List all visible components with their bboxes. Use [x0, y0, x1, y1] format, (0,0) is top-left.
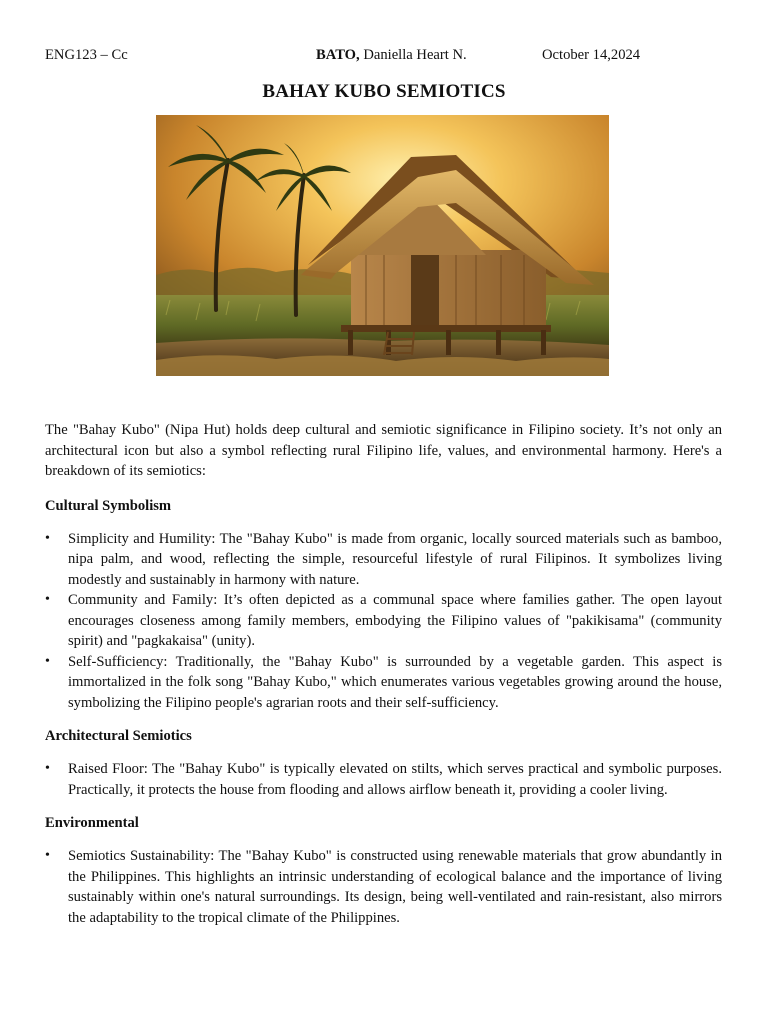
intro-paragraph: The "Bahay Kubo" (Nipa Hut) holds deep cultural and semiotic significance in Filipino society. It’s not only an architectural icon but also a symbol reflecting rural Filipino life, values, and environmental harmony. Here's a breakdown of its semiotics: — [45, 422, 722, 479]
list-item-text: Simplicity and Humility: The "Bahay Kubo" is made from organic, locally sourced materials such as bamboo, nipa palm, and wood, reflecting the simple, resourceful lifestyle of rural Filipinos. It symbolizes living modestly and sustainably in harmony with nature. — [68, 530, 722, 588]
course-code: ENG123 – Cc — [45, 47, 128, 63]
author-name — [316, 47, 467, 64]
bullet-icon: • — [45, 761, 50, 776]
bullet-icon: • — [45, 848, 50, 863]
list-item — [45, 759, 722, 800]
cultural-symbolism-list — [45, 529, 722, 714]
architectural-semiotics-list — [45, 759, 722, 800]
author-surname: BATO, — [316, 47, 360, 63]
list-item — [45, 846, 722, 928]
list-item-text: Semiotics Sustainability: The "Bahay Kubo" is constructed using renewable materials that grow abundantly in the Philippines. This highlights an intrinsic understanding of ecological balance and the importance of living sustainably within one's natural surroundings. Its design, being well-ventilated and rain-resistant, also mirrors the adaptability to the tropical climate of the Philippines. — [68, 848, 722, 926]
section-heading-environmental: Environmental — [45, 815, 139, 831]
bahay-kubo-image — [156, 115, 609, 376]
document-date: October 14,2024 — [542, 47, 641, 63]
document-header — [0, 47, 768, 67]
environmental-list — [45, 846, 722, 928]
list-item-text: Community and Family: It’s often depicted as a communal space where families gather. The open layout encourages closeness among family members, embodying the Filipino values of "pakikisama" (community spirit) and "pagkakaisa" (unity). — [68, 592, 722, 649]
section-heading-cultural-symbolism: Cultural Symbolism — [45, 497, 172, 514]
page-title: BAHAY KUBO SEMIOTICS — [262, 81, 506, 102]
list-item-text: Self-Sufficiency: Traditionally, the "Bahay Kubo" is surrounded by a vegetable garden. This aspect is immortalized in the folk song "Bahay Kubo," which enumerates various vegetables growing around the house, symbolizing the Filipino people's agrarian roots and their self-sufficiency. — [68, 653, 722, 711]
bullet-icon: • — [45, 653, 50, 669]
bullet-icon: • — [45, 592, 50, 607]
list-item — [45, 529, 722, 591]
document-body — [45, 420, 722, 928]
author-given-name: Daniella Heart N. — [359, 47, 467, 63]
list-item — [45, 652, 722, 714]
bullet-icon: • — [45, 530, 50, 546]
list-item — [45, 590, 722, 652]
section-heading-architectural-semiotics: Architectural Semiotics — [45, 728, 192, 744]
list-item-text: Raised Floor: The "Bahay Kubo" is typically elevated on stilts, which serves practical and symbolic purposes. Practically, it protects the house from flooding and allows airflow beneath it, providing a cooler living. — [68, 761, 722, 798]
